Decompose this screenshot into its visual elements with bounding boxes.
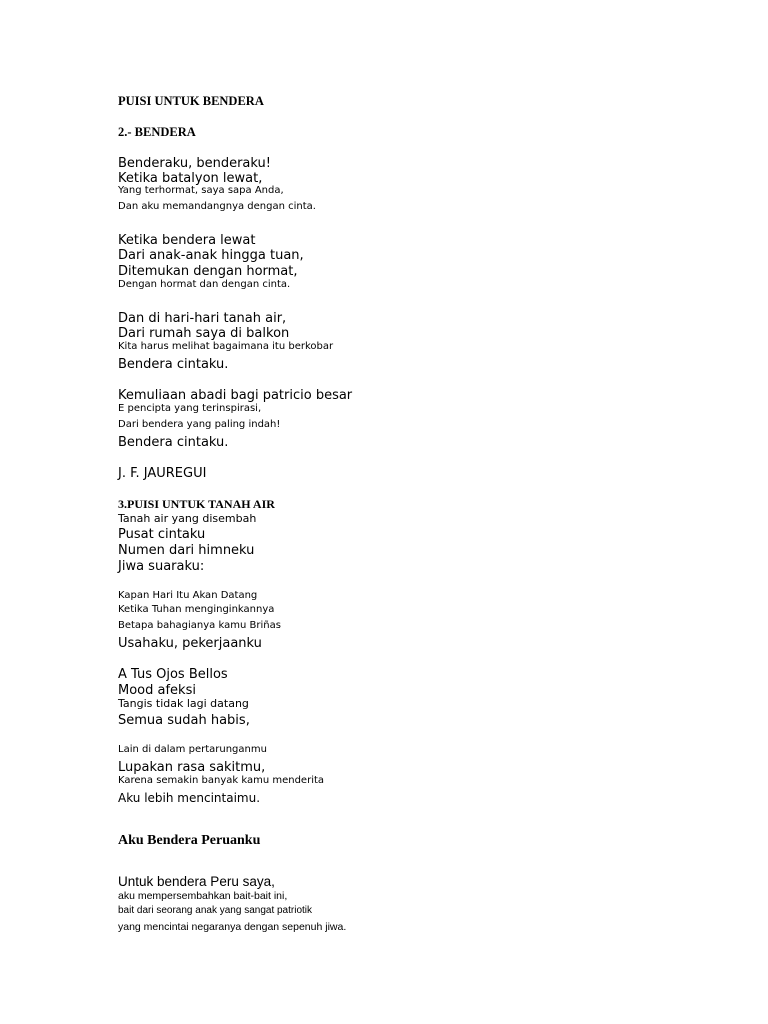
poem-line: Bendera cintaku. [118, 435, 229, 450]
poem-line: Pusat cintaku [118, 527, 206, 542]
poem-line: Ketika batalyon lewat, [118, 171, 263, 186]
poem-line: Ketika Tuhan menginginkannya [118, 604, 275, 615]
poem-line: Kemuliaan abadi bagi patricio besar [118, 388, 353, 403]
poem-line: Semua sudah habis, [118, 713, 250, 728]
poem-line: yang mencintai negaranya dengan sepenuh jiwa. [118, 921, 347, 933]
poem-line: Benderaku, benderaku! [118, 156, 271, 171]
poem-line: Lain di dalam pertarunganmu [118, 744, 267, 755]
poem3-title: 3.PUISI UNTUK TANAH AIR [118, 497, 275, 511]
poem-line: Bendera cintaku. [118, 357, 229, 372]
poem-line: Karena semakin banyak kamu menderita [118, 775, 325, 786]
poem-line: Betapa bahagianya kamu Briñas [118, 620, 281, 631]
poem-line: Dari rumah saya di balkon [118, 326, 290, 341]
poem-line: Dari anak-anak hingga tuan, [118, 248, 304, 263]
poem-line: bait dari seorang anak yang sangat patriotik [118, 905, 313, 916]
poem-line: Ditemukan dengan hormat, [118, 264, 298, 279]
poem-line: Tangis tidak lagi datang [118, 697, 249, 710]
poem-line: Lupakan rasa sakitmu, [118, 760, 266, 775]
poem-line: Aku lebih mencintaimu. [118, 791, 261, 805]
poem-line: E pencipta yang terinspirasi, [118, 403, 262, 414]
poem-line: Dengan hormat dan dengan cinta. [118, 279, 291, 290]
poem-line: Untuk bendera Peru saya, [118, 874, 275, 889]
poem-line: Kita harus melihat bagaimana itu berkobar [118, 341, 334, 352]
poem-line: Dari bendera yang paling indah! [118, 419, 281, 430]
poem-line: Usahaku, pekerjaanku [118, 636, 262, 651]
poem-line: Kapan Hari Itu Akan Datang [118, 590, 258, 601]
poem-line: Mood afeksi [118, 683, 196, 698]
poem2-title: 2.- BENDERA [118, 125, 196, 139]
poem-line: Tanah air yang disembah [118, 512, 257, 525]
poem-author: J. F. JAUREGUI [118, 466, 207, 481]
poem-line: Dan aku memandangnya dengan cinta. [118, 201, 316, 212]
poem-line: Jiwa suaraku: [118, 559, 205, 574]
poem-line: Dan di hari-hari tanah air, [118, 311, 287, 326]
poem-line: A Tus Ojos Bellos [118, 667, 228, 682]
poem-line: aku mempersembahkan bait-bait ini, [118, 890, 288, 902]
poem4-title: Aku Bendera Peruanku [118, 833, 261, 848]
document-heading: PUISI UNTUK BENDERA [118, 94, 264, 108]
poem-line: Ketika bendera lewat [118, 233, 256, 248]
poem-line: Numen dari himneku [118, 543, 255, 558]
poem-line: Yang terhormat, saya sapa Anda, [118, 185, 284, 196]
